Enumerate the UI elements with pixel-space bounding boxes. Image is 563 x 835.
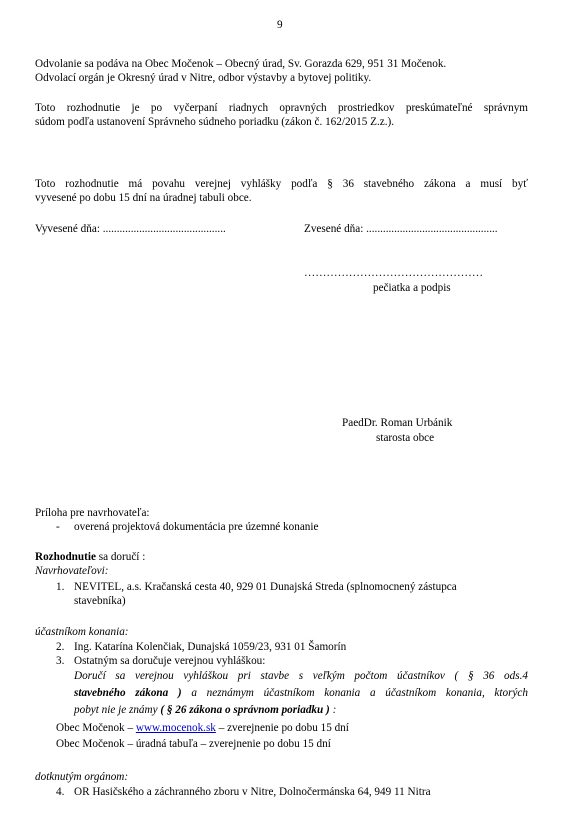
authorities-label: dotknutým orgánom: — [35, 771, 129, 783]
removed-date-field: Zvesené dňa: ............................................... — [304, 223, 498, 235]
posted-date-field: Vyvesené dňa: ............................................ — [35, 223, 226, 235]
public-notice-law-ref: stavebného zákona ) — [74, 687, 182, 699]
recipient-1-continuation: stavebníka) — [74, 595, 126, 607]
public-notice-line-2 — [74, 686, 528, 700]
page-number: 9 — [277, 19, 283, 31]
appeal-line-2: Odvolací orgán je Okresný úrad v Nitre, odbor výstavby a bytovej politiky. — [35, 72, 372, 84]
stamp-label: pečiatka a podpis — [373, 282, 451, 294]
review-line-2: súdom podľa ustanovení Správneho súdneho poriadku (zákon č. 162/2015 Z.z.). — [35, 116, 395, 128]
public-notice-line-2-rest: a neznámym účastníkom konania a účastníkom konania, ktorých — [181, 687, 528, 699]
recipient-2-text: Ing. Katarína Kolenčiak, Dunajská 1059/23, 931 01 Šamorín — [74, 641, 347, 653]
recipient-1 — [56, 580, 457, 594]
delivery-heading-bold: Rozhodnutie — [35, 551, 96, 563]
recipient-2-number: 2. — [56, 641, 65, 653]
signatory-name: PaedDr. Roman Urbánik — [342, 417, 453, 429]
appeal-line-1: Odvolanie sa podáva na Obec Močenok – Obecný úrad, Sv. Gorazda 629, 951 31 Močenok. — [35, 58, 447, 70]
web-publication-suffix: – zverejnenie po dobu 15 dní — [215, 722, 349, 734]
public-notice-line-1: Doručí sa verejnou vyhláškou pri stavbe s veľkým počtom účastníkov ( § 36 ods.4 — [74, 670, 528, 682]
attachment-bullet: - — [56, 521, 60, 533]
recipient-3 — [56, 654, 265, 668]
attachment-item: overená projektová dokumentácia pre územné konanie — [74, 521, 319, 533]
public-notice-line-3-end: : — [329, 704, 337, 716]
public-notice-procedure-ref: ( § 26 zákona o správnom poriadku ) — [160, 704, 330, 716]
delivery-heading-rest: sa doručí : — [95, 551, 146, 563]
recipient-3-text: Ostatným sa doručuje verejnou vyhláškou: — [74, 655, 266, 667]
municipality-website-link[interactable]: www.mocenok.sk — [135, 722, 216, 734]
recipient-3-number: 3. — [56, 655, 65, 667]
web-publication-prefix: Obec Močenok – — [56, 722, 136, 734]
web-publication-line — [56, 721, 349, 735]
signatory-title: starosta obce — [376, 432, 435, 444]
notice-board-line: Obec Močenok – úradná tabuľa – zverejnenie po dobu 15 dní — [56, 738, 331, 750]
recipient-4 — [56, 785, 431, 799]
proposer-label: Navrhovateľovi: — [35, 565, 109, 577]
recipient-1-text: NEVITEL, a.s. Kračanská cesta 40, 929 01 Dunajská Streda (splnomocnený zástupca — [74, 581, 457, 593]
recipient-4-number: 4. — [56, 786, 65, 798]
public-notice-line-3-start: pobyt nie je známy — [74, 704, 161, 716]
recipient-1-number: 1. — [56, 581, 65, 593]
notice-line-2: vyvesené po dobu 15 dní na úradnej tabuli obce. — [35, 192, 252, 204]
participants-label: účastníkom konania: — [35, 626, 129, 638]
stamp-signature-line: ………………………………………… — [304, 267, 483, 279]
recipient-4-text: OR Hasičského a záchranného zboru v Nitre, Dolnočermánska 64, 949 11 Nitra — [74, 786, 431, 798]
public-notice-line-3 — [74, 703, 336, 717]
recipient-2 — [56, 640, 346, 654]
review-line-1: Toto rozhodnutie je po vyčerpaní riadnych opravných prostriedkov preskúmateľné správnym — [35, 102, 528, 114]
notice-line-1: Toto rozhodnutie má povahu verejnej vyhlášky podľa § 36 stavebného zákona a musí byť — [35, 178, 528, 190]
delivery-heading — [35, 550, 145, 564]
attachment-heading: Príloha pre navrhovateľa: — [35, 507, 150, 519]
